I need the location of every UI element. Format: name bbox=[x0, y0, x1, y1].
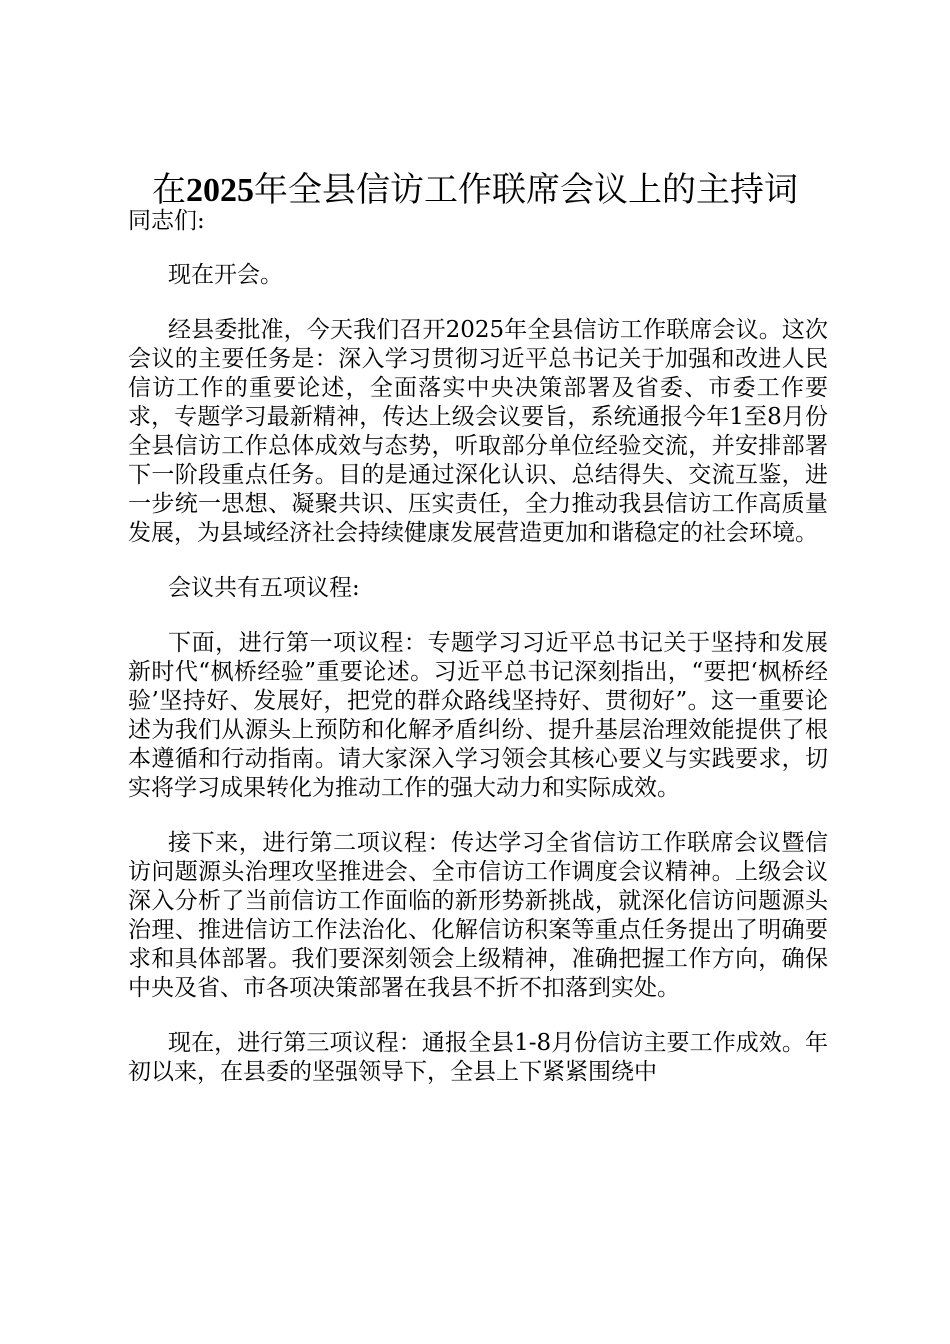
paragraph-agenda-item-3: 现在，进行第三项议程：通报全县1-8月份信访主要工作成效。年初以来，在县委的坚强领导下，全县上下紧紧围绕中 bbox=[128, 1030, 828, 1085]
document-body bbox=[128, 207, 828, 1113]
title-prefix: 在 bbox=[152, 170, 186, 210]
title-year: 2025 bbox=[186, 172, 254, 209]
paragraph-purpose: 经县委批准，今天我们召开2025年全县信访工作联席会议。这次会议的主要任务是：深入学习贯彻习近平总书记关于加强和改进人民信访工作的重要论述，全面落实中央决策部署及省委、市委工作要求，专题学习最新精神，传达上级会议要旨，系统通报今年1至8月份全县信访工作总体成效与态势，听取部分单位经验交流，并安排部署下一阶段重点任务。目的是通过深化认识、总结得失、交流互鉴，进一步统一思想、凝聚共识、压实责任，全力推动我县信访工作高质量发展，为县域经济社会持续健康发展营造更加和谐稳定的社会环境。 bbox=[128, 317, 828, 546]
title-suffix: 年全县信访工作联席会议上的主持词 bbox=[254, 170, 798, 210]
paragraph-opening: 现在开会。 bbox=[168, 262, 283, 288]
salutation: 同志们: bbox=[128, 208, 205, 234]
paragraph-agenda-intro: 会议共有五项议程: bbox=[168, 575, 360, 601]
paragraph-agenda-item-1: 下面，进行第一项议程：专题学习习近平总书记关于坚持和发展新时代“枫桥经验”重要论述。习近平总书记深刻指出，“要把‘枫桥经验’坚持好、发展好，把党的群众路线坚持好、贯彻好”。这一重要论述为我们从源头上预防和化解矛盾纠纷、提升基层治理效能提供了根本遵循和行动指南。请大家深入学习领会其核心要义与实践要求，切实将学习成果转化为推动工作的强大动力和实际成效。 bbox=[128, 630, 828, 801]
paragraph-agenda-item-2: 接下来，进行第二项议程：传达学习全省信访工作联席会议暨信访问题源头治理攻坚推进会、全市信访工作调度会议精神。上级会议深入分析了当前信访工作面临的新形势新挑战，就深化信访问题源头治理、推进信访工作法治化、化解信访积案等重点任务提出了明确要求和具体部署。我们要深刻领会上级精神，准确把握工作方向，确保中央及省、市各项决策部署在我县不折不扣落到实处。 bbox=[128, 830, 828, 1001]
